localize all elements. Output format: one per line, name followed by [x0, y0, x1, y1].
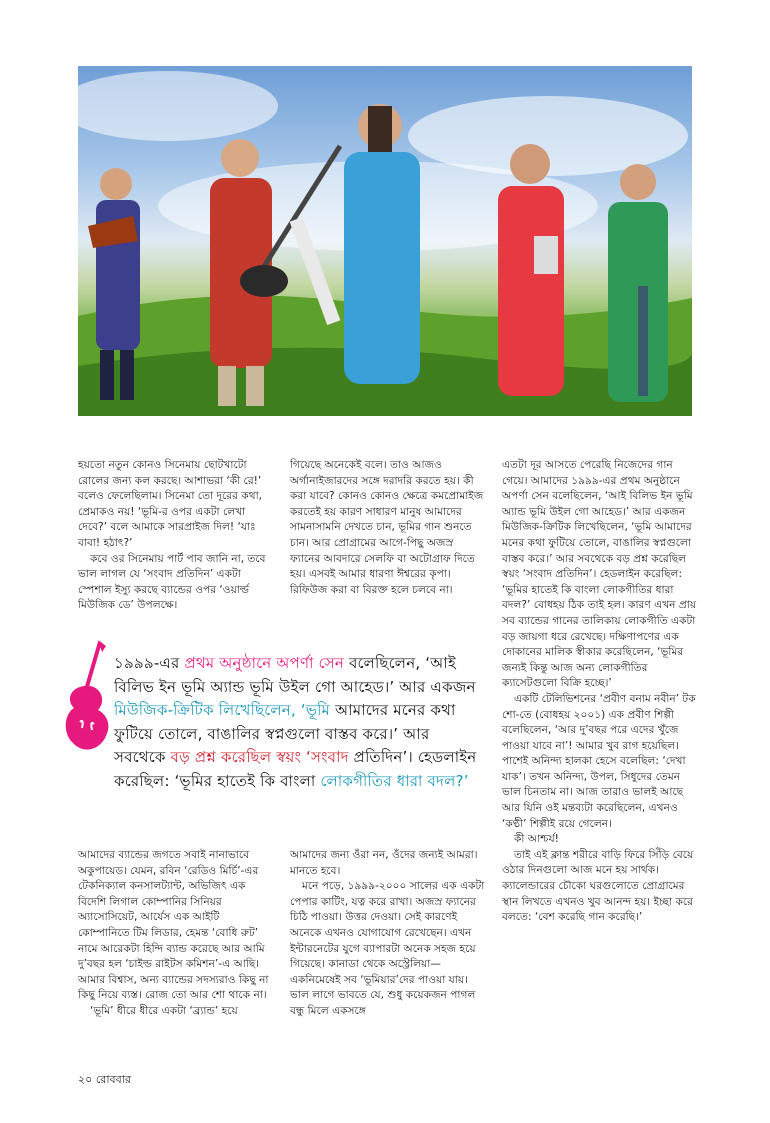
paragraph: কী আশ্চর্য! — [514, 833, 559, 846]
pull-quote-highlight: লোকগীতির ধারা বদল?’ — [320, 771, 469, 790]
pull-quote-text: বলেছিলেন, ‘আই বিলিভ ইন ভূমি অ্যান্ড ভূমি উইল গো আহেড।’ আর একজন — [114, 654, 476, 696]
person-green-kurta — [608, 164, 668, 402]
pull-quote-text: ১৯৯৯-এর — [114, 654, 185, 672]
paragraph: গিয়েছে অনেকেই বলে। তাও আজও অর্গানাইজারদের সঙ্গে দরাদরি করতে হয়। কী করা যাবে? কোনও কোনও ক্ষেত্রে কমপ্রোমাইজ করতেই হয় কারণ সাধারণ মানুষ আমাদের সামনাসামনি দেখতে চান, ভূমির গান শুনতে চান। আর প্রোগ্রামের আগে-পিছু অজস্র ফ্যানের আবদারে সেলফি বা অটোগ্রাফ দিতে হয়। এসবই আমার ধারণা ঈশ্বরের কৃপা। রিফিউজ করা বা বিরক্ত হলে চলবে না। — [290, 459, 484, 596]
paragraph: কবে ওর সিনেমায় পার্ট পাব জানি না, তবে ভাল লাগল যে ‘সংবাদ প্রতিদিন’ একটা স্পেশাল ইস্যু করছে ব্যান্ডের ওপর ‘ওয়ার্ল্ড মিউজিক ডে’ উপলক্ষে। — [78, 552, 266, 612]
paragraph: তাই এই ক্লান্ত শরীরে বাড়ি ফিরে সিঁড়ি বেয়ে ওঠার দিনগুলো আজ মনে হয় সার্থক। ক্যালেন্ডারের চৌকো ঘরগুলোতে প্রোগ্রামের স্থান লিখতে এখনও খুব আনন্দ হয়। ইচ্ছা করে বলতে: ‘বেশ করেছি গান করেছি।’ — [502, 848, 694, 924]
paragraph: এতটা দূর আসতে পেরেছি নিজেদের গান গেয়ে। আমাদের ১৯৯৯-এর প্রথম অনুষ্ঠানে অপর্ণা সেন বলেছিলেন, ‘আই বিলিভ ইন ভূমি অ্যান্ড ভূমি উইল গো আহেড।’ আর একজন মিউজিক-ক্রিটিক লিখেছিলেন, ‘ভূমি আমাদের মনের কথা ফুটিয়ে তোলে, বাঙালির স্বপ্নগুলো বাস্তব করে।’ আর সবথেকে বড় প্রশ্ন করেছিল স্বয়ং ‘সংবাদ প্রতিদিন’। হেডলাইন করেছিল: ‘ভূমির হাতেই কি বাংলা লোকগীতির ধারা বদল?’ বোধহয় ঠিক তাই হল। কারণ এখন প্রায় সব ব্যান্ডের গানের তালিকায় লোকগীতি একটা বড় জায়গা ধরে রেখেছে। দক্ষিণাপণের এক দোকানের মালিক স্বীকার করেছিলেন, ‘ভূমির জন্যই কিন্তু আজ অন্য লোকগীতির ক্যাসেটগুলো বিক্রি হচ্ছে।’ — [502, 459, 697, 690]
paragraph: একটি টেলিভিশনের ‘প্রবীণ বনাম নবীন’ টক শো-তে (বোধহয় ২০০১) এক প্রবীণ শিল্পী বলেছিলেন, ‘আর দু’বছর পরে এদের খুঁজে পাওয়া যাবে না’! আমার খুব রাগ হয়েছিল। পাশেই অনিন্দ্য হালকা হেসে বলেছিল: ‘দেখা যাক’। তখন অনিন্দ্য, উপল, সিধুদের তেমন ভাল চিনতাম না। আজ তারাও ভালই আছে আর যিনি ওই মন্তব্যটা করেছিলেন, এখনও ‘কণ্ঠী’ শিল্পীই রয়ে গেলেন। — [502, 692, 696, 830]
pull-quote-text: আমাদের মনের কথা ফুটিয়ে তোলে, বাঙালির স্বপ্নগুলো বাস্তব করে।’ আর সবথেকে — [114, 701, 456, 766]
pull-quote — [114, 652, 484, 793]
pull-quote-highlight: মিউজিক-ক্রিটিক লিখেছিলেন, ‘ভূমি — [114, 701, 331, 719]
page-footer — [78, 1071, 131, 1090]
page-number: ২০ — [78, 1073, 93, 1086]
text-column-5 — [290, 848, 486, 1020]
paragraph: ‘ভূমি’ ধীরে ধীরে একটা ‘ব্র্যান্ড’ হয়ে — [90, 1004, 238, 1017]
magazine-name: রোববার — [95, 1073, 132, 1086]
paragraph: আমাদের জন্য ওঁরা নন, ওঁদের জন্যই আমরা। মানতে হবে। — [290, 849, 478, 877]
text-column-1 — [78, 458, 274, 614]
paragraph: হয়তো নতুন কোনও সিনেমায় ছোটখাটো রোলের জন্য কল করছে। আশাভরা ‘কী রে!’ বলেও ফেলেছিলাম। সিনেমা তো দূরের কথা, প্রেমাকও নয়! ‘ভূমি-র ওপর একটা লেখা দেবে?’ বলে আমাকে সারপ্রাইজ দিল! ‘যাঃ বাবা! হঠাৎ?’ — [78, 459, 263, 549]
pull-quote-text: প্রতিদিন’। হেডলাইন করেছিল: ‘ভূমির হাতেই কি বাংলা — [114, 748, 477, 790]
band-photo — [78, 66, 692, 416]
pull-quote-highlight: প্রথম অনুষ্ঠানে অপর্ণা সেন — [184, 654, 345, 672]
band-photo-illustration — [78, 66, 692, 416]
pull-quote-highlight: বড় প্রশ্ন করেছিল স্বয়ং ‘সংবাদ — [170, 748, 349, 766]
violin-icon — [60, 638, 116, 758]
text-column-2 — [290, 458, 486, 598]
text-column-4 — [78, 848, 274, 1020]
text-column-3 — [502, 458, 698, 926]
paragraph: মনে পড়ে, ১৯৯৯-২০০০ সালের এক একটা পেপার কাটিং, যত্ন করে রাখা। অজস্র ফ্যানের চিঠি পাওয়া। উত্তর দেওয়া। সেই কারণেই অনেকে এখনও যোগাযোগ রেখেছেন। এখন ইন্টারনেটের যুগে ব্যাপারটা অনেক সহজ হয়ে গিয়েছে। কানাডা থেকে অস্ট্রেলিয়া— একনিমেষেই সব ‘ভূমিয়ার’দের পাওয়া যায়। ভাল লাগে ভাবতে যে, শুধু কয়েকজন পাগল বন্ধু মিলে একসঙ্গে — [290, 880, 485, 1017]
paragraph: আমাদের ব্যান্ডের জগতে সবাই নানাভাবে অকুপায়েড। যেমন, রবিন ‘রেডিও মির্চি’-এর টেকনিক্যাল কনসালট্যান্ট, অভিজিৎ এক বিদেশি লিগাল কোম্পানির সিনিয়র অ্যাসোসিয়েট, আর্যেস এক আইটি কোম্পানিতে টিম লিডার, হেমন্ত ‘বোধি রুট’ নামে আরেকটা হিন্দি ব্যান্ড করেছে আর আমি দু’বছর হল ‘চাইল্ড রাইটস কমিশন’-এ আছি। আমার বিশ্বাস, অন্য ব্যান্ডের সদস্যরাও কিছু না কিছু নিয়ে ব্যস্ত। রোজ তো আর শো থাকে না। — [78, 849, 269, 1002]
